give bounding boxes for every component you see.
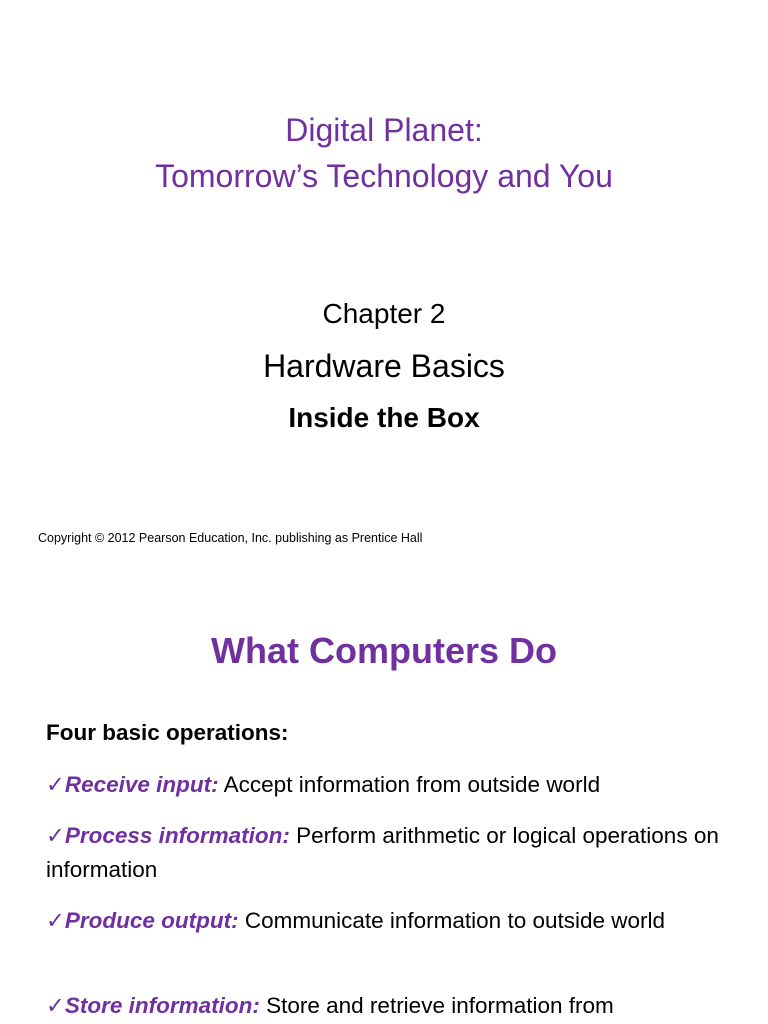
checkmark-icon: ✓ <box>46 772 65 797</box>
list-item <box>46 904 746 938</box>
checkmark-icon: ✓ <box>46 823 65 848</box>
copyright-notice: Copyright © 2012 Pearson Education, Inc. publishing as Prentice Hall <box>38 531 423 545</box>
list-item <box>46 989 746 1023</box>
slide-title: What Computers Do <box>211 630 557 671</box>
bullet-term: Process information: <box>64 823 290 848</box>
bullet-text: Communicate information to outside world <box>238 908 666 933</box>
bullet-text: Accept information from outside world <box>218 772 601 797</box>
checkmark-icon: ✓ <box>46 993 65 1018</box>
bullet-term: Store information: <box>64 993 260 1018</box>
intro-text: Four basic operations: <box>46 720 289 745</box>
bullet-text: Store and retrieve information from <box>259 993 614 1018</box>
bullet-term: Receive input: <box>64 772 219 797</box>
list-item <box>46 819 746 887</box>
book-title: Digital Planet: <box>285 112 483 148</box>
bullet-term: Produce output: <box>64 908 239 933</box>
chapter-title: Hardware Basics <box>263 348 505 384</box>
checkmark-icon: ✓ <box>46 908 65 933</box>
list-item <box>46 768 746 802</box>
book-subtitle: Tomorrow’s Technology and You <box>155 158 613 194</box>
bullet-text: Perform arithmetic or logical operations on information <box>46 823 719 882</box>
chapter-subtitle: Inside the Box <box>288 402 480 433</box>
chapter-number: Chapter 2 <box>322 298 446 329</box>
